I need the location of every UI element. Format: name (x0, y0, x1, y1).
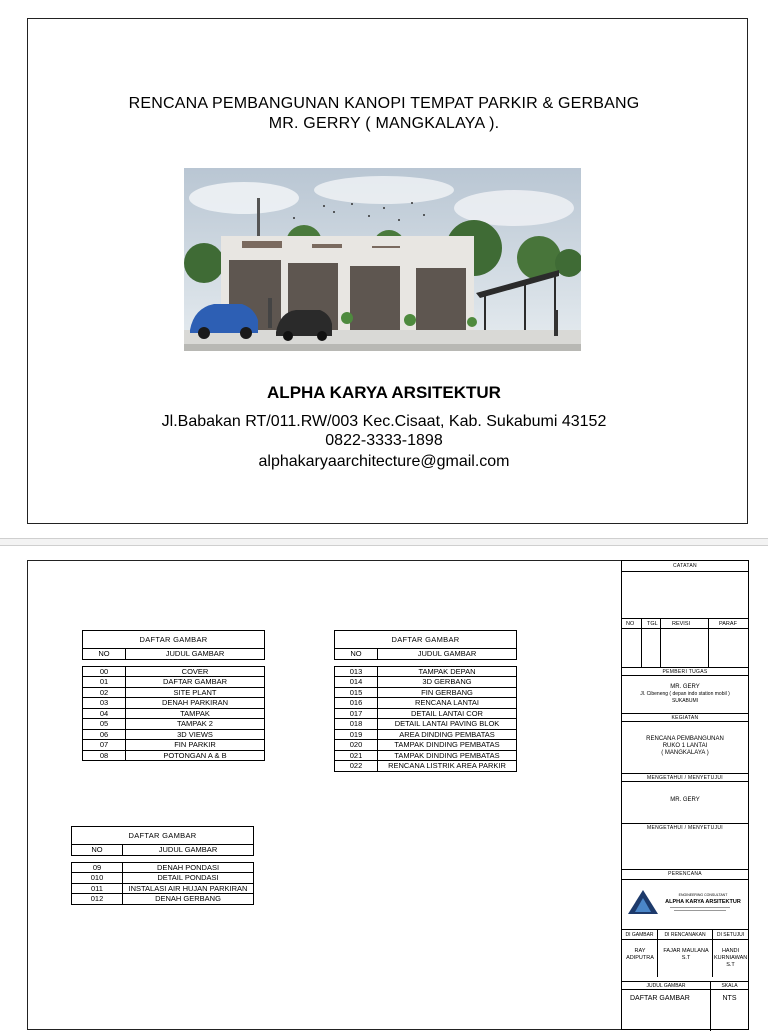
row-no: 05 (83, 719, 126, 730)
row-no: 020 (335, 740, 378, 751)
table-row (335, 740, 517, 751)
kegiatan-info (622, 721, 748, 776)
row-title: RENCANA LANTAI (378, 698, 517, 709)
owner-address-line-1: Jl. Cibeneng ( depan indo station mobil ) (640, 691, 730, 697)
row-no: 09 (72, 862, 123, 873)
row-no: 013 (335, 666, 378, 677)
approved-by-name: HANDI KURNIAWAN S.T (714, 948, 748, 968)
row-no: 010 (72, 873, 123, 884)
row-no: 07 (83, 740, 126, 751)
row-title: AREA DINDING PEMBATAS (378, 729, 517, 740)
table-row (335, 761, 517, 772)
row-no: 08 (83, 750, 126, 761)
signature-names (622, 939, 748, 978)
rev-col-no: NO (626, 621, 635, 627)
col-no-header: NO (72, 845, 123, 856)
table-row (83, 666, 265, 677)
cover-title-line-1: RENCANA PEMBANGUNAN KANOPI TEMPAT PARKIR & GERBANG (128, 95, 640, 112)
row-no: 02 (83, 687, 126, 698)
drawing-title-value: DAFTAR GAMBAR (630, 995, 690, 1002)
table-row (72, 883, 254, 894)
perencana-label: PERENCANA (622, 869, 748, 878)
di-setujui-label: DI SETUJUI (716, 932, 745, 938)
scale-value: NTS (722, 995, 737, 1002)
row-title: TAMPAK DEPAN (378, 666, 517, 677)
row-no: 021 (335, 750, 378, 761)
judul-gambar-label: JUDUL GAMBAR (646, 983, 686, 989)
table-row (335, 708, 517, 719)
skala-label: SKALA (721, 983, 738, 989)
row-title: DETAIL LANTAI PAVING BLOK (378, 719, 517, 730)
table-row (83, 677, 265, 688)
row-title: RENCANA LISTRIK AREA PARKIR (378, 761, 517, 772)
row-title: 3D VIEWS (126, 729, 265, 740)
table-row (83, 719, 265, 730)
kegiatan-label: KEGIATAN (622, 713, 748, 722)
table-row (335, 729, 517, 740)
building-render-image (184, 168, 581, 351)
table-row (335, 677, 517, 688)
drafter-name: RAY ADIPUTRA (626, 948, 654, 961)
row-title: DETAIL LANTAI COR (378, 708, 517, 719)
kegiatan-line-1: RENCANA PEMBANGUNAN (646, 736, 724, 742)
table-header: DAFTAR GAMBAR (335, 631, 517, 649)
table-row (83, 750, 265, 761)
row-no: 017 (335, 708, 378, 719)
company-email: alphakaryaarchitecture@gmail.com (258, 453, 510, 470)
col-title-header: JUDUL GAMBAR (378, 649, 517, 660)
planner-name: FAJAR MAULANA S.T (663, 948, 709, 961)
rev-col-tgl: TGL (647, 621, 658, 627)
judul-skala-values (622, 989, 748, 1032)
row-title: DAFTAR GAMBAR (126, 677, 265, 688)
row-title: TAMPAK 2 (126, 719, 265, 730)
owner-address-line-2: SUKABUMI (671, 698, 699, 704)
row-title: DENAH PARKIRAN (126, 698, 265, 709)
col-title-header: JUDUL GAMBAR (123, 845, 254, 856)
col-no-header: NO (335, 649, 378, 660)
row-title: COVER (126, 666, 265, 677)
table-row (335, 687, 517, 698)
row-title: SITE PLANT (126, 687, 265, 698)
row-title: FIN PARKIR (126, 740, 265, 751)
table-header: DAFTAR GAMBAR (83, 631, 265, 649)
mengetahui-label-2: MENGETAHUI / MENYETUJUI (622, 823, 748, 832)
table-row (335, 750, 517, 761)
consultant-logo-block (622, 879, 748, 930)
table-header: DAFTAR GAMBAR (72, 827, 254, 845)
table-row (83, 708, 265, 719)
consultant-tagline: ENGINEERING CONSULTANT (678, 893, 728, 897)
table-row (335, 719, 517, 730)
page-separator (0, 538, 768, 546)
row-title: DENAH PONDASI (123, 862, 254, 873)
company-phone: 0822-3333-1898 (325, 432, 443, 449)
table-row (83, 687, 265, 698)
catatan-label: CATATAN (622, 561, 748, 572)
table-row (72, 862, 254, 873)
row-title: INSTALASI AIR HUJAN PARKIRAN (123, 883, 254, 894)
table-row (335, 666, 517, 677)
table-row (83, 729, 265, 740)
row-no: 01 (83, 677, 126, 688)
table-row (72, 894, 254, 905)
mengetahui-label-1: MENGETAHUI / MENYETUJUI (622, 773, 748, 782)
row-no: 03 (83, 698, 126, 709)
row-title: TAMPAK (126, 708, 265, 719)
owner-name: MR. GERY (670, 684, 700, 690)
consultant-name: ALPHA KARYA ARSITEKTUR (665, 899, 741, 905)
table-row (83, 740, 265, 751)
title-block (621, 560, 749, 1030)
drawing-list-table-3 (71, 826, 254, 905)
row-no: 012 (72, 894, 123, 905)
row-no: 018 (335, 719, 378, 730)
rev-col-paraf: PARAF (719, 621, 737, 627)
row-no: 04 (83, 708, 126, 719)
approver-name: MR. GERY (622, 781, 748, 824)
table-row (83, 698, 265, 709)
consultant-logo-icon (626, 888, 660, 916)
kegiatan-line-3: ( MANGKALAYA ) (661, 750, 709, 756)
row-title: TAMPAK DINDING PEMBATAS (378, 750, 517, 761)
row-title: FIN GERBANG (378, 687, 517, 698)
row-no: 014 (335, 677, 378, 688)
col-no-header: NO (83, 649, 126, 660)
row-no: 00 (83, 666, 126, 677)
kegiatan-line-2: RUKO 1 LANTAI (662, 743, 708, 749)
company-name: ALPHA KARYA ARSITEKTUR (267, 383, 501, 402)
drawing-list-table-1 (82, 630, 265, 761)
row-no: 015 (335, 687, 378, 698)
pemberi-tugas-label: PEMBERI TUGAS (622, 667, 748, 676)
row-no: 022 (335, 761, 378, 772)
row-title: DENAH GERBANG (123, 894, 254, 905)
table-row (72, 873, 254, 884)
di-gambar-label: DI GAMBAR (625, 932, 654, 938)
cover-title-line-2: MR. GERRY ( MANGKALAYA ). (268, 115, 500, 132)
company-address: Jl.Babakan RT/011.RW/003 Kec.Cisaat, Kab. Sukabumi 43152 (161, 413, 607, 430)
drawing-list-table-2 (334, 630, 517, 772)
col-title-header: JUDUL GAMBAR (126, 649, 265, 660)
owner-info (622, 675, 748, 716)
rev-col-revisi: REVISI (672, 621, 691, 627)
table-row (335, 698, 517, 709)
row-no: 06 (83, 729, 126, 740)
row-no: 016 (335, 698, 378, 709)
row-no: 019 (335, 729, 378, 740)
row-title: 3D GERBANG (378, 677, 517, 688)
row-title: DETAIL PONDASI (123, 873, 254, 884)
di-rencanakan-label: DI RENCANAKAN (664, 932, 706, 938)
building-render-illustration (184, 168, 581, 351)
row-no: 011 (72, 883, 123, 894)
row-title: POTONGAN A & B (126, 750, 265, 761)
row-title: TAMPAK DINDING PEMBATAS (378, 740, 517, 751)
